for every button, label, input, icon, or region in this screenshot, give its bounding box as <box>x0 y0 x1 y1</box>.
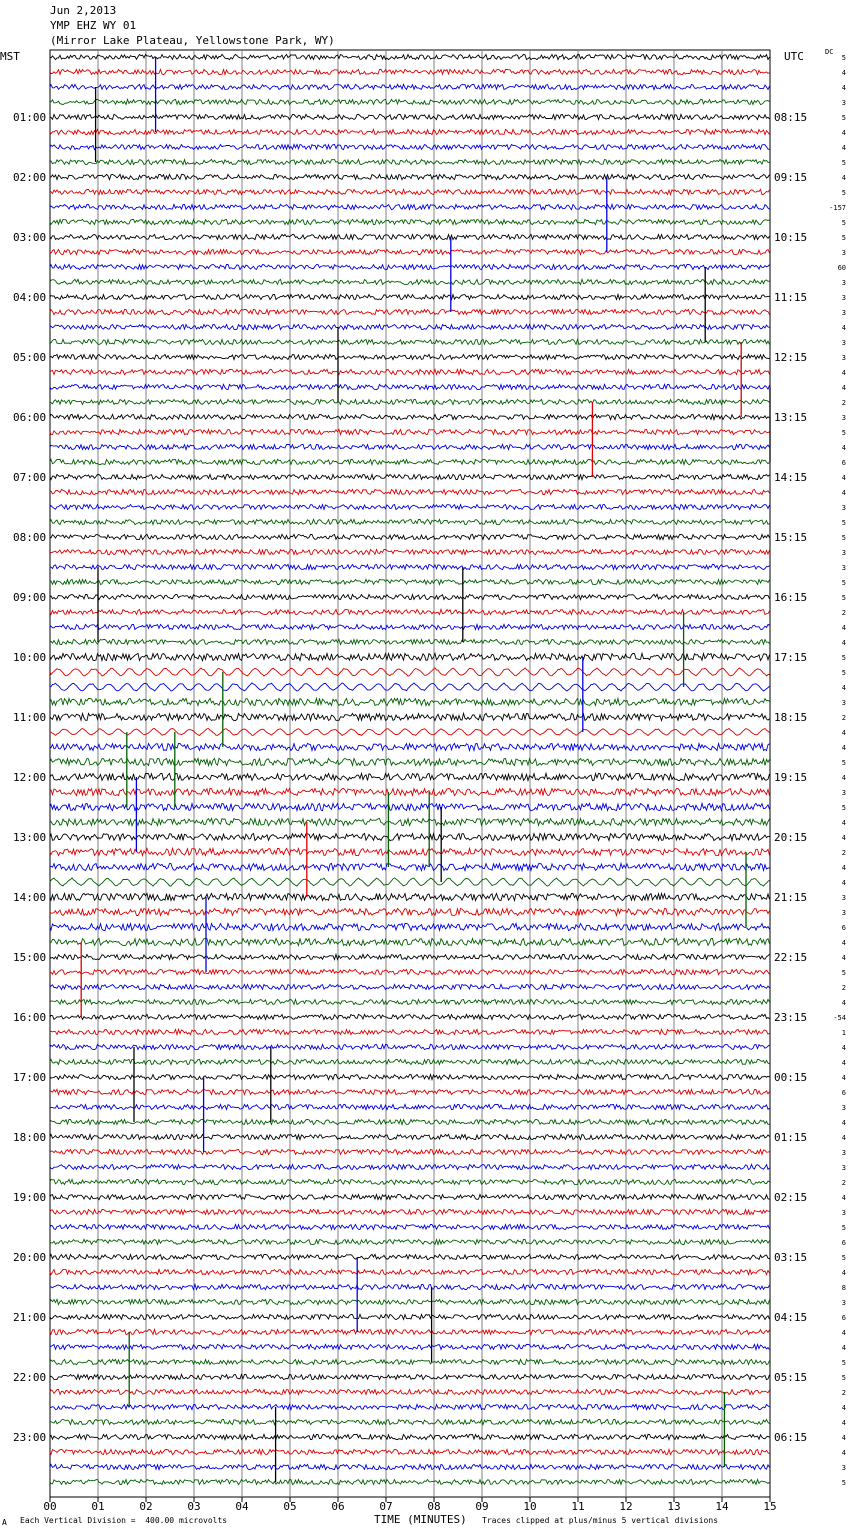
dc-offset-label: 4 <box>841 744 846 752</box>
dc-offset-label: 4 <box>841 1404 846 1412</box>
trace-28 <box>50 474 770 479</box>
trace-6 <box>50 144 770 149</box>
dc-offset-label: -54 <box>833 1014 846 1022</box>
right-time-label: 04:15 <box>774 1311 808 1324</box>
trace-68 <box>50 1074 770 1079</box>
trace-83 <box>50 1299 770 1304</box>
trace-40 <box>50 653 770 660</box>
trace-17 <box>50 309 770 314</box>
right-time-label: 11:15 <box>774 291 808 304</box>
trace-47 <box>50 758 770 765</box>
dc-offset-label: 2 <box>841 1389 846 1397</box>
dc-offset-label: 2 <box>841 1179 846 1187</box>
left-time-label: 15:00 <box>13 951 47 964</box>
dc-offset-label: 4 <box>841 144 846 152</box>
trace-76 <box>50 1194 770 1199</box>
right-time-label: 16:15 <box>774 591 808 604</box>
trace-19 <box>50 339 770 344</box>
x-tick-label: 13 <box>667 1500 681 1513</box>
right-timezone-label: UTC <box>784 50 804 63</box>
dc-offset-label: 5 <box>841 189 846 197</box>
trace-64 <box>50 1014 770 1019</box>
trace-62 <box>50 984 770 989</box>
trace-36 <box>50 594 770 599</box>
right-time-label: 20:15 <box>774 831 808 844</box>
dc-offset-label: 4 <box>841 684 846 692</box>
right-time-label: 23:15 <box>774 1011 808 1024</box>
dc-offset-label: 5 <box>841 219 846 227</box>
dc-offset-label: 6 <box>841 924 846 932</box>
trace-69 <box>50 1089 770 1094</box>
trace-21 <box>50 369 770 374</box>
dc-offset-label: 5 <box>841 579 846 587</box>
trace-39 <box>50 639 770 644</box>
dc-offset-label: 4 <box>841 1269 846 1277</box>
dc-offset-label: 4 <box>841 1194 846 1202</box>
trace-59 <box>50 938 770 945</box>
dc-offset-label: 3 <box>841 1149 846 1157</box>
dc-offset-label: 5 <box>841 594 846 602</box>
left-time-label: 01:00 <box>13 111 47 124</box>
trace-78 <box>50 1224 770 1229</box>
left-time-label: 06:00 <box>13 411 47 424</box>
dc-offset-label: 3 <box>841 1104 846 1112</box>
dc-offset-label: 5 <box>841 1479 846 1487</box>
dc-offset-label: 3 <box>841 339 846 347</box>
dc-offset-label: 5 <box>841 234 846 242</box>
trace-66 <box>50 1044 770 1049</box>
dc-offset-label: 3 <box>841 1299 846 1307</box>
station-label: YMP EHZ WY 01 <box>50 19 137 32</box>
left-time-label: 02:00 <box>13 171 47 184</box>
trace-48 <box>50 773 770 780</box>
dc-offset-label: 4 <box>841 1044 846 1052</box>
trace-91 <box>50 1419 770 1424</box>
dc-offset-label: 5 <box>841 429 846 437</box>
dc-offset-label: 4 <box>841 639 846 647</box>
trace-18 <box>50 324 770 329</box>
dc-offset-label: 4 <box>841 729 846 737</box>
dc-offset-label: 3 <box>841 414 846 422</box>
trace-60 <box>50 954 770 959</box>
dc-offset-label: 5 <box>841 114 846 122</box>
trace-74 <box>50 1164 770 1169</box>
dc-offset-label: 4 <box>841 129 846 137</box>
trace-27 <box>50 459 770 464</box>
x-tick-label: 01 <box>91 1500 105 1513</box>
dc-offset-label: 4 <box>841 864 846 872</box>
trace-70 <box>50 1104 770 1109</box>
trace-79 <box>50 1239 770 1244</box>
dc-offset-label: 4 <box>841 834 846 842</box>
trace-93 <box>50 1449 770 1454</box>
trace-45 <box>50 729 770 736</box>
right-time-label: 01:15 <box>774 1131 808 1144</box>
dc-offset-label: 4 <box>841 1134 846 1142</box>
left-time-label: 14:00 <box>13 891 47 904</box>
dc-offset-label: 4 <box>841 384 846 392</box>
trace-80 <box>50 1254 770 1259</box>
dc-offset-label: 3 <box>841 1464 846 1472</box>
x-tick-label: 11 <box>571 1500 585 1513</box>
x-tick-label: 07 <box>379 1500 393 1513</box>
trace-53 <box>50 848 770 855</box>
left-time-label: 09:00 <box>13 591 47 604</box>
right-time-label: 14:15 <box>774 471 808 484</box>
x-tick-label: 10 <box>523 1500 537 1513</box>
dc-offset-label: 5 <box>841 969 846 977</box>
right-time-label: 05:15 <box>774 1371 808 1384</box>
trace-81 <box>50 1269 770 1274</box>
x-tick-label: 02 <box>139 1500 153 1513</box>
dc-offset-label: 4 <box>841 69 846 77</box>
dc-offset-label: 1 <box>841 1029 846 1037</box>
dc-offset-label: 4 <box>841 489 846 497</box>
dc-offset-label: 4 <box>841 1329 846 1337</box>
trace-94 <box>50 1464 770 1469</box>
trace-52 <box>50 834 770 841</box>
dc-offset-label: 3 <box>841 909 846 917</box>
left-time-label: 22:00 <box>13 1371 47 1384</box>
dc-offset-label: 5 <box>841 519 846 527</box>
trace-3 <box>50 99 770 104</box>
trace-58 <box>50 923 770 930</box>
dc-offset-label: 4 <box>841 369 846 377</box>
trace-72 <box>50 1134 770 1139</box>
dc-offset-label: 3 <box>841 294 846 302</box>
trace-50 <box>50 803 770 810</box>
dc-offset-label: 3 <box>841 504 846 512</box>
trace-67 <box>50 1059 770 1064</box>
dc-offset-label: 8 <box>841 1284 846 1292</box>
trace-86 <box>50 1344 770 1349</box>
dc-offset-label: 3 <box>841 1209 846 1217</box>
left-time-label: 17:00 <box>13 1071 47 1084</box>
dc-offset-label: 4 <box>841 879 846 887</box>
trace-11 <box>50 219 770 224</box>
trace-32 <box>50 534 770 539</box>
trace-26 <box>50 444 770 449</box>
dc-offset-label: 3 <box>841 309 846 317</box>
dc-offset-label: 6 <box>841 1089 846 1097</box>
trace-10 <box>50 204 770 209</box>
dc-offset-label: 3 <box>841 354 846 362</box>
trace-65 <box>50 1029 770 1034</box>
x-tick-label: 06 <box>331 1500 345 1513</box>
left-time-label: 04:00 <box>13 291 47 304</box>
trace-29 <box>50 489 770 494</box>
trace-30 <box>50 505 770 510</box>
dc-offset-label: 4 <box>841 1059 846 1067</box>
dc-offset-label: 4 <box>841 1074 846 1082</box>
trace-34 <box>50 564 770 569</box>
clip-note: Traces clipped at plus/minus 5 vertical divisions <box>482 1516 719 1525</box>
dc-offset-label: 5 <box>841 54 846 62</box>
x-tick-label: 14 <box>715 1500 729 1513</box>
left-time-label: 08:00 <box>13 531 47 544</box>
dc-offset-label: 5 <box>841 159 846 167</box>
dc-offset-label: 3 <box>841 279 846 287</box>
dc-offset-label: 5 <box>841 804 846 812</box>
right-time-label: 15:15 <box>774 531 808 544</box>
trace-22 <box>50 384 770 389</box>
trace-31 <box>50 519 770 524</box>
x-tick-label: 00 <box>43 1500 57 1513</box>
corner-mark: A <box>2 1518 7 1527</box>
left-time-label: 07:00 <box>13 471 47 484</box>
left-time-label: 03:00 <box>13 231 47 244</box>
dc-offset-label: 6 <box>841 1314 846 1322</box>
left-time-label: 21:00 <box>13 1311 47 1324</box>
x-tick-label: 08 <box>427 1500 441 1513</box>
trace-73 <box>50 1149 770 1154</box>
dc-offset-label: -157 <box>829 204 846 212</box>
right-time-label: 22:15 <box>774 951 808 964</box>
trace-56 <box>50 894 770 901</box>
trace-54 <box>50 863 770 870</box>
dc-offset-label: 4 <box>841 1419 846 1427</box>
trace-55 <box>50 878 770 886</box>
left-time-label: 11:00 <box>13 711 47 724</box>
trace-75 <box>50 1179 770 1184</box>
trace-9 <box>50 189 770 194</box>
left-time-label: 13:00 <box>13 831 47 844</box>
trace-90 <box>50 1404 770 1409</box>
trace-13 <box>50 249 770 254</box>
dc-offset-label: 3 <box>841 894 846 902</box>
dc-offset-label: 5 <box>841 1374 846 1382</box>
dc-offset-label: 2 <box>841 399 846 407</box>
dc-offset-label: 3 <box>841 249 846 257</box>
trace-37 <box>50 609 770 614</box>
dc-offset-label: 2 <box>841 849 846 857</box>
right-time-label: 18:15 <box>774 711 808 724</box>
right-time-label: 21:15 <box>774 891 808 904</box>
location-label: (Mirror Lake Plateau, Yellowstone Park, WY) <box>50 34 335 47</box>
dc-offset-label: 3 <box>841 1164 846 1172</box>
dc-offset-label: 5 <box>841 1254 846 1262</box>
trace-7 <box>50 159 770 164</box>
trace-16 <box>50 294 770 299</box>
dc-offset-label: 2 <box>841 714 846 722</box>
trace-46 <box>50 743 770 750</box>
dc-offset-label: 3 <box>841 564 846 572</box>
dc-offset-label: 60 <box>837 264 846 272</box>
dc-offset-label: 5 <box>841 534 846 542</box>
left-time-label: 16:00 <box>13 1011 47 1024</box>
trace-57 <box>50 908 770 915</box>
dc-offset-label: 5 <box>841 669 846 677</box>
right-time-label: 10:15 <box>774 231 808 244</box>
trace-92 <box>50 1434 770 1439</box>
dc-offset-label: 4 <box>841 819 846 827</box>
trace-71 <box>50 1119 770 1124</box>
trace-88 <box>50 1374 770 1379</box>
dc-offset-label: 6 <box>841 459 846 467</box>
dc-offset-label: 3 <box>841 549 846 557</box>
trace-24 <box>50 414 770 419</box>
dc-offset-label: 5 <box>841 759 846 767</box>
trace-41 <box>50 668 770 676</box>
dc-offset-label: 4 <box>841 939 846 947</box>
dc-offset-label: 6 <box>841 1239 846 1247</box>
dc-offset-label: 4 <box>841 1449 846 1457</box>
trace-85 <box>50 1329 770 1334</box>
right-time-label: 12:15 <box>774 351 808 364</box>
trace-4 <box>50 114 770 119</box>
x-tick-label: 09 <box>475 1500 489 1513</box>
x-axis-label: TIME (MINUTES) <box>374 1513 467 1526</box>
left-time-label: 10:00 <box>13 651 47 664</box>
trace-49 <box>50 788 770 795</box>
dc-offset-label: 4 <box>841 999 846 1007</box>
trace-44 <box>50 713 770 720</box>
trace-84 <box>50 1314 770 1319</box>
dc-offset-label: 4 <box>841 624 846 632</box>
left-timezone-label: MST <box>0 50 20 63</box>
trace-14 <box>50 264 770 269</box>
right-time-label: 09:15 <box>774 171 808 184</box>
dc-offset-label: 4 <box>841 174 846 182</box>
trace-23 <box>50 399 770 404</box>
trace-42 <box>50 683 770 691</box>
dc-offset-label: 4 <box>841 1344 846 1352</box>
trace-1 <box>50 69 770 74</box>
trace-51 <box>50 818 770 825</box>
right-time-label: 13:15 <box>774 411 808 424</box>
trace-20 <box>50 354 770 359</box>
trace-95 <box>50 1479 770 1484</box>
dc-offset-label: 4 <box>841 774 846 782</box>
dc-offset-label: 5 <box>841 1224 846 1232</box>
left-time-label: 05:00 <box>13 351 47 364</box>
dc-offset-label: 2 <box>841 984 846 992</box>
dc-offset-label: 3 <box>841 99 846 107</box>
right-time-label: 00:15 <box>774 1071 808 1084</box>
trace-5 <box>50 129 770 134</box>
dc-label: DC <box>825 48 834 56</box>
x-tick-label: 12 <box>619 1500 633 1513</box>
left-time-label: 18:00 <box>13 1131 47 1144</box>
trace-89 <box>50 1389 770 1394</box>
trace-43 <box>50 698 770 705</box>
dc-offset-label: 4 <box>841 444 846 452</box>
dc-offset-label: 3 <box>841 789 846 797</box>
trace-35 <box>50 579 770 584</box>
right-time-label: 06:15 <box>774 1431 808 1444</box>
trace-2 <box>50 84 770 89</box>
trace-0 <box>50 54 770 59</box>
right-time-label: 03:15 <box>774 1251 808 1264</box>
x-tick-label: 05 <box>283 1500 297 1513</box>
dc-offset-label: 4 <box>841 84 846 92</box>
trace-15 <box>50 279 770 284</box>
trace-38 <box>50 624 770 629</box>
dc-offset-label: 4 <box>841 1434 846 1442</box>
x-tick-label: 15 <box>763 1500 777 1513</box>
dc-offset-label: 4 <box>841 324 846 332</box>
x-tick-label: 04 <box>235 1500 249 1513</box>
dc-offset-label: 5 <box>841 1359 846 1367</box>
trace-12 <box>50 234 770 239</box>
left-time-label: 19:00 <box>13 1191 47 1204</box>
dc-offset-label: 2 <box>841 609 846 617</box>
x-tick-label: 03 <box>187 1500 201 1513</box>
trace-63 <box>50 999 770 1004</box>
scale-note: Each Vertical Division = 400.00 microvolts <box>20 1516 228 1525</box>
left-time-label: 23:00 <box>13 1431 47 1444</box>
dc-offset-label: 3 <box>841 699 846 707</box>
trace-87 <box>50 1359 770 1364</box>
dc-offset-label: 4 <box>841 474 846 482</box>
right-time-label: 02:15 <box>774 1191 808 1204</box>
dc-offset-label: 5 <box>841 654 846 662</box>
trace-25 <box>50 429 770 434</box>
right-time-label: 19:15 <box>774 771 808 784</box>
right-time-label: 17:15 <box>774 651 808 664</box>
right-time-label: 08:15 <box>774 111 808 124</box>
dc-offset-label: 4 <box>841 954 846 962</box>
trace-33 <box>50 549 770 554</box>
trace-77 <box>50 1209 770 1214</box>
left-time-label: 20:00 <box>13 1251 47 1264</box>
trace-61 <box>50 969 770 974</box>
dc-offset-label: 4 <box>841 1119 846 1127</box>
trace-82 <box>50 1284 770 1289</box>
trace-8 <box>50 174 770 179</box>
left-time-label: 12:00 <box>13 771 47 784</box>
date-label: Jun 2,2013 <box>50 4 117 17</box>
